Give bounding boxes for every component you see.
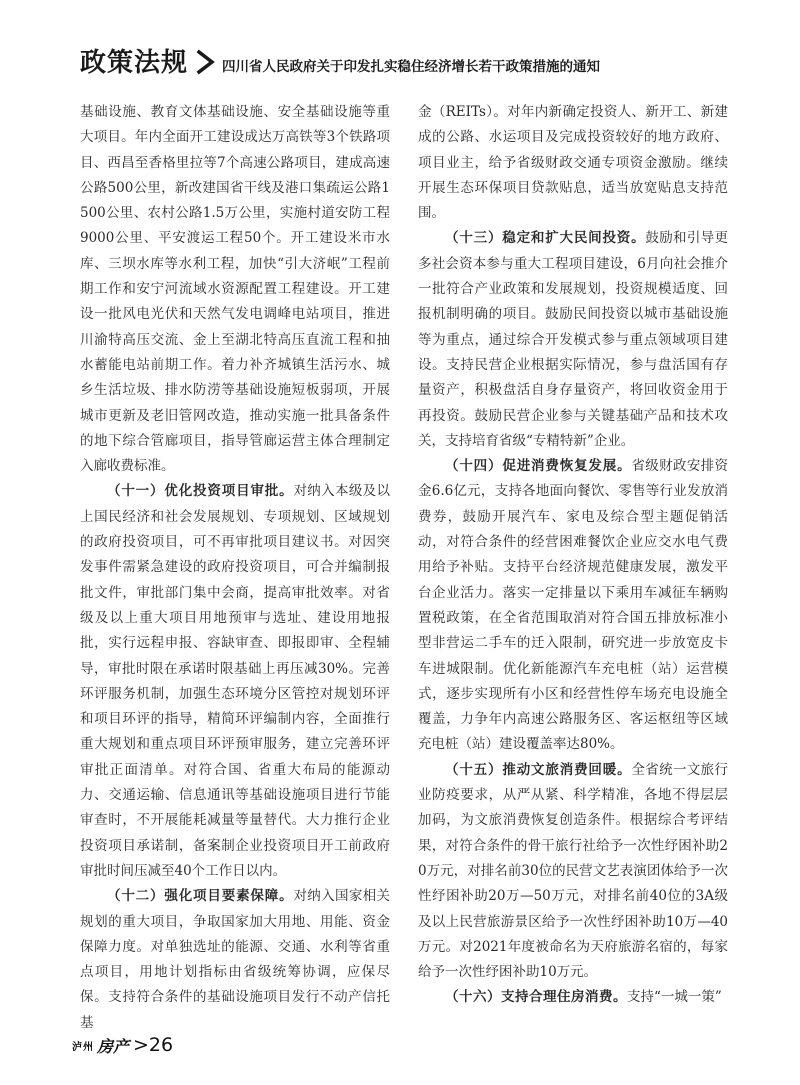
paragraph [80,884,390,1036]
page-header [80,42,740,82]
section-heading: （十二）强化项目要素保障。 [107,888,294,905]
section-heading: （十五）推动文旅消费回暖。 [445,761,632,778]
section-heading: （十四）促进消费恢复发展。 [445,458,632,475]
paragraph-text: 省级财政安排资金6.6亿元，支持各地面向餐饮、零售等行业发放消费券，鼓励开展汽车、家电及综合型主题促销活动，对符合条件的经营困难餐饮企业应交水电气费用给予补贴。支持平台经济规范健康发展，激发平台企业活力。落实一定排量以下乘用车减征车辆购置税政策，在全省范围取消对符合国五排放标准小型非营运二手车的迁入限制，研究进一步放宽皮卡车进城限制。优化新能源汽车充电桩（站）运营模式，逐步实现所有小区和经营性停车场充电设施全覆盖，力争年内高速公路服务区、客运枢纽等区域充电桩（站）建设覆盖率达80%。 [418,458,729,753]
footer-city: 泸州 [72,1041,94,1053]
section-heading: （十六）支持合理住房消费。 [445,989,627,1006]
page-footer [72,1028,173,1062]
page-number: >26 [133,1034,174,1056]
right-column [418,100,728,1011]
paragraph [418,454,728,758]
section-heading: （十三）稳定和扩大民间投资。 [445,230,646,247]
paragraph-text: 对纳入国家相关规划的重大项目，争取国家加大用地、用能、资金保障力度。对单独选址的能源、交通、水利等省重点项目，用地计划指标由省级统筹协调，应保尽保。支持符合条件的基础设施项目发行不动产信托基 [80,888,391,1031]
paragraph [418,985,728,1010]
chevron-right-icon [196,49,216,75]
section-heading: （十一）优化投资项目审批。 [107,483,294,500]
footer-brand-logo: 房产 [97,1036,130,1056]
paragraph [80,479,390,884]
paragraph-text: 鼓励和引导更多社会资本参与重大工程项目建设，6月向社会推介一批符合产业政策和发展规划，投资规模适度、回报机制明确的项目。鼓励民间投资以城市基础设施等为重点，通过综合开发模式参与重点领域项目建设。支持民营企业根据实际情况，参与盘活国有存量资产，积极盘活自身存量资产，将回收资金用于再投资。鼓励民营企业参与关键基础产品和技术攻关，支持培育省级“专精特新”企业。 [418,230,729,449]
paragraph: 金（REITs）。对年内新确定投资人、新开工、新建成的公路、水运项目及完成投资较好的地方政府、项目业主，给予省级财政交通专项资金激励。继续开展生态环保项目贷款贴息，适当放宽贴息支持范围。 [418,104,728,222]
paragraph [418,758,728,986]
paragraph: 基础设施、教育文体基础设施、安全基础设施等重大项目。年内全面开工建设成达万高铁等3个铁路项目、西昌至香格里拉等7个高速公路项目，建成高速公路500公里，新改建国省干线及港口集疏运公路1500公里、农村公路1.5万公里，实施村道安防工程9000公里、平安渡运工程50个。开工建设米市水库、三坝水库等水利工程，加快“引大济岷”工程前期工作和安宁河流域水资源配置工程建设。开工建设一批风电光伏和天然气发电调峰电站项目，推进川渝特高压交流、金上至湖北特高压直流工程和抽水蓄能电站前期工作。着力补齐城镇生活污水、城乡生活垃圾、排水防涝等基础设施短板弱项，开展城市更新及老旧管网改造，推动实施一批具备条件的地下综合管廊项目，指导管廊运营主体合理制定入廊收费标准。 [80,104,390,475]
section-title: 政策法规 [80,48,189,78]
paragraph-text: 对纳入本级及以上国民经济和社会发展规划、专项规划、区域规划的政府投资项目，可不再审批项目建议书。对因突发事件需紧急建设的政府投资项目，可合并编制报批文件，审批部门集中会商，提高审批效率。对省级及以上重大项目用地预审与选址、建设用地报批，实行远程申报、容缺审查、即报即审、全程辅导，审批时限在承诺时限基础上再压减30%。完善环评服务机制，加强生态环境分区管控对规划环评和项目环评的指导，精简环评编制内容，全面推行重大规划和重点项目环评预审服务，建立完善环评审批正面清单。对符合国、省重大布局的能源动力、交通运输、信息通讯等基础设施项目进行节能审查时，不开展能耗减量等量替代。大力推行企业投资项目承诺制，备案制企业投资项目开工前政府审批时间压减至40个工作日以内。 [80,483,391,879]
paragraph-text: 支持“一城一策” [627,989,722,1006]
paragraph [418,226,728,454]
paragraph-text: 全省统一文旅行业防疫要求，从严从紧、科学精准，各地不得层层加码，为文旅消费恢复创造条件。根据综合考评结果，对符合条件的骨干旅行社给予一次性纾困补助20万元，对排名前30位的民营文艺表演团体给予一次性纾困补助20万—50万元，对排名前40位的3A级及以上民营旅游景区给予一次性纾困补助10万—40万元。对2021年度被命名为天府旅游名宿的，每家给予一次性纾困补助10万元。 [418,761,729,981]
article-title: 四川省人民政府关于印发扎实稳住经济增长若干政策措施的通知 [222,59,601,75]
left-column [80,100,390,1036]
